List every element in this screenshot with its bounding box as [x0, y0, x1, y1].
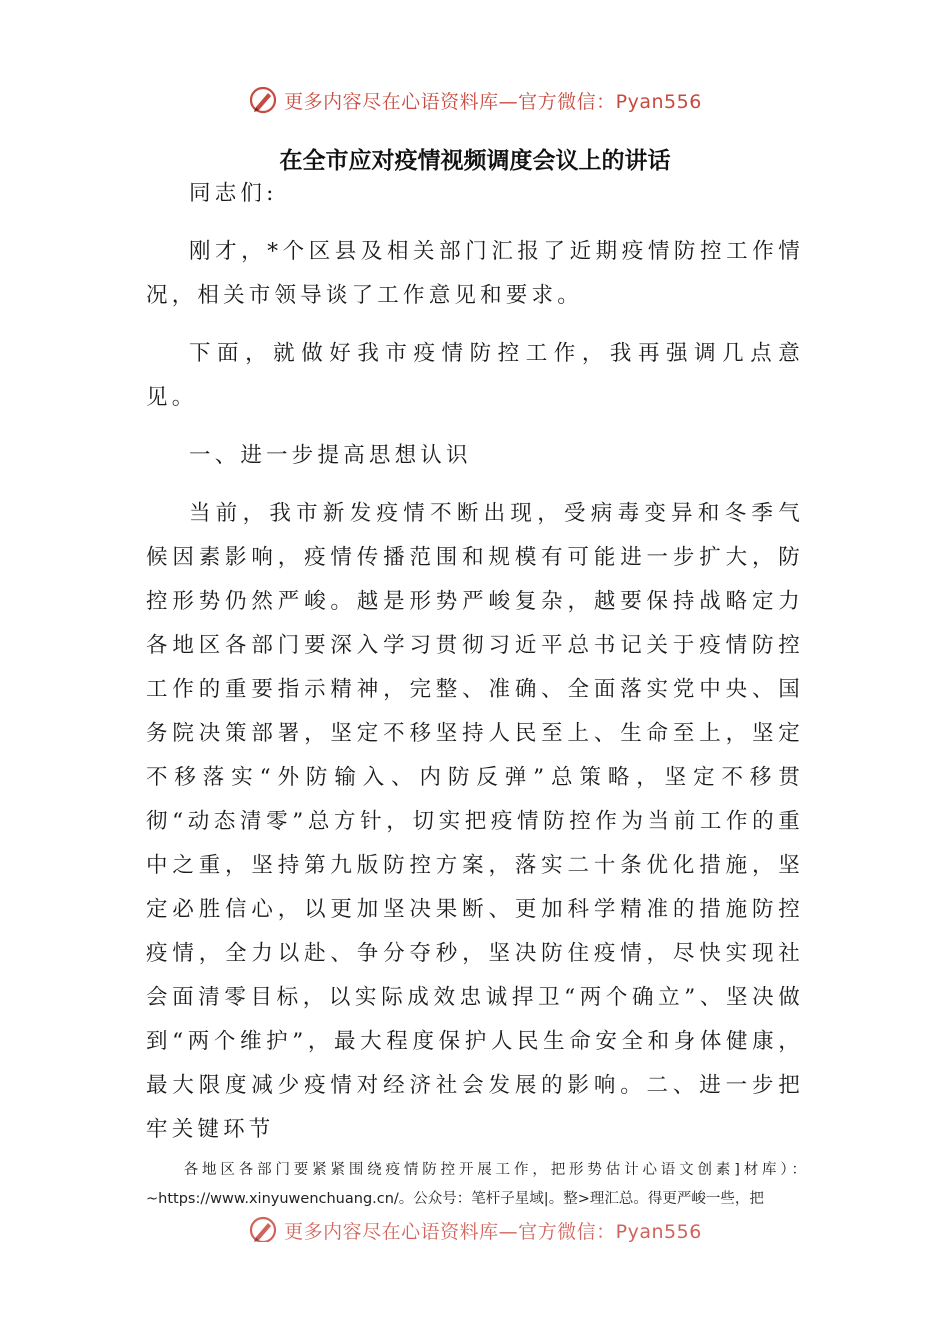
- pen-logo-icon: [248, 85, 278, 115]
- document-body: [146, 172, 804, 1152]
- paragraph-body: 当前，我市新发疫情不断出现，受病毒变异和冬季气候因素影响，疫情传播范围和规模有可能进一步扩大，防控形势仍然严峻。越是形势严峻复杂，越要保持战略定力各地区各部门要深入学习贯彻习近平总书记关于疫情防控工作的重要指示精神，完整、准确、全面落实党中央、国务院决策部署，坚定不移坚持人民至上、生命至上，坚定不移落实“外防输入、内防反弹”总策略，坚定不移贯彻“动态清零”总方针，切实把疫情防控作为当前工作的重中之重，坚持第九版防控方案，落实二十条优化措施，坚定必胜信心，以更加坚决果断、更加科学精准的措施防控疫情，全力以赴、争分夺秒，坚决防住疫情，尽快实现社会面清零目标，以实际成效忠诚捍卫“两个确立”、坚决做到“两个维护”，最大程度保护人民生命安全和身体健康，最大限度减少疫情对经济社会发展的影响。二、进一步把牢关键环节: [146, 501, 804, 1142]
- document-title: 在全市应对疫情视频调度会议上的讲话: [279, 148, 671, 174]
- footer-banner: [0, 1206, 950, 1242]
- header-banner-text: 更多内容尽在心语资料库—官方微信：Pyan556: [284, 90, 702, 113]
- section-heading-1: 一、进一步提高思想认识: [189, 443, 472, 468]
- salutation: 同志们:: [189, 181, 278, 206]
- header-banner-inner: [248, 85, 702, 115]
- paragraph-intro: 刚才，*个区县及相关部门汇报了近期疫情防控工作情况，相关市领导谈了工作意见和要求。: [146, 239, 804, 308]
- paragraph-transition: 下面，就做好我市疫情防控工作，我再强调几点意见。: [146, 341, 804, 410]
- footer-banner-inner: [248, 1215, 702, 1242]
- source-note: 各地区各部门要紧紧围绕疫情防控开展工作，把形势估计心语文创素]材库）：~https://www.xinyuwenchuang.cn/。公众号：笔杆子星域|。整>理汇总。得更严峻一些，把: [146, 1162, 806, 1207]
- header-banner: [0, 82, 950, 118]
- pen-logo-icon: [248, 1215, 278, 1242]
- footer-banner-text: 更多内容尽在心语资料库—官方微信：Pyan556: [284, 1220, 702, 1242]
